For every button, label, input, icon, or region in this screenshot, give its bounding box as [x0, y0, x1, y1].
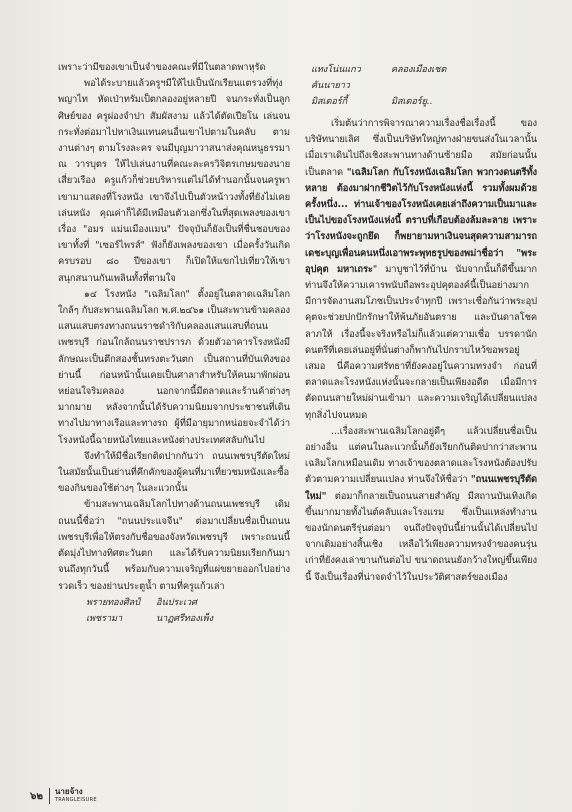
left-paragraph-3: ๑๔ โรงหนัง "เฉลิมโลก" ตั้งอยู่ในตลาดเฉลิมโลกใกล้ๆ กับสะพานเฉลิมโลก พ.ศ.๒๔๖๑ เป็นสะพานข้ามคลองแสนแสบตรงทางถนนราชดำริกับคลองแสนแสบที่ถนนเพชรบุรี ก่อนใกล้ถนนราชปรารภ ด้วยตัวอาคารโรงหนังมีลักษณะเป็นตึกสองชั้นทรงตะวันตก เป็นสถานที่บันเทิงของย่านนี้ ก่อนหน้านั้นเคยเป็นศาลาสำหรับให้คนมาพักผ่อนหย่อนใจริมคลอง นอกจากนี้มีตลาดและร้านค้าต่างๆ มากมาย หลังจากนั้นได้รับความนิยมจากประชาชนที่เดินทางไปมาทางเรือและทางรถ ผู้ที่มีอายุมากหน่อยจะจำได้ว่าโรงหนังนี้ฉายหนังไทยและหนังต่างประเทศสลับกันไป — [58, 288, 290, 446]
magazine-logo: นายจ้าง TRANGLEISURE — [49, 788, 97, 804]
left-paragraph-5: ข้ามสะพานเฉลิมโลกไปทางด้านถนนเพชรบุรี เดิมถนนนี้ชื่อว่า "ถนนประแจจีน" ต่อมาเปลี่ยนชื่อเป็นถนนเพชรบุรีเพื่อให้ตรงกับชื่อของจังหวัดเพชรบุรี เพราะถนนนี้ตัดมุ่งไปทางทิศตะวันตก และได้รับความนิยมเรียกกันมาจนถึงทุกวันนี้ พร้อมกับความเจริญที่แผ่ขยายออกไปอย่างรวดเร็ว ของย่านประตูน้ำ ตามที่ครูแก้วเล่า — [58, 499, 290, 592]
right-quote-bold: "เฉลิมโลก กับโรงหนังเฉลิมโลก พวกวงดนตรีทั้งหลาย ต้องมาฝากชีวิตไว้กับโรงหนังแห่งนี้ รวมทั้งผมด้วย ครั้งหนึ่ง... ท่านเจ้าของโรงหนังเคยเล่าถึงความเป็นมาและเป็นไปของโรงหนังแห่งนี้ ตราบที่เกือบต้องล้มละลาย เพราะว่าโรงหนังจะถูกยึด ก็พยายามหาเงินจนสุดความสามารถ เดชะบุญเพื่อนคนหนึ่งเอาพระพุทธรูปของพม่าชื่อว่า " — [305, 166, 537, 259]
left-paragraph-1: เพราะว่ามีของเขาเป็นจำของคณะที่มีในตลาดพาหุรัด — [58, 62, 266, 73]
right-paragraph-1: เริ่มต้นว่าการพิจารณาความเรื่องชื่อเรื่องนี้ ของบริษัทนายเลิศ ซึ่งเป็นบริษัทใหญ่ทางฝ่ายขนส่งในเวลานั้น เมื่อเราเดินไปถึงเชิงสะพานทางด้านซ้ายมือ สมัยก่อนนั้นเป็นตลาด "เฉลิมโลก กับโรงหนังเฉลิมโลก พวกวงดนตรีทั้งหลาย ต้องมาฝากชีวิตไว้กับโรงหนังแห่งนี้ รวมทั้งผมด้วย ครั้งหนึ่ง... ท่านเจ้าของโรงหนังเคยเล่าถึงความเป็นมาและเป็นไปของโรงหนังแห่งนี้ ตราบที่เกือบต้องล้มละลาย เพราะว่าโรงหนังจะถูกยึด ก็พยายามหาเงินจนสุดความสามารถ เดชะบุญเพื่อนคนหนึ่งเอาพระพุทธรูปของพม่าชื่อว่า "พระอุปคุต มหาเถระ" มาบูชาไว้ที่บ้าน นับจากนั้นก็ดีขึ้นมาก ท่านจึงให้ความเคารพนับถือพระอุปคุตองค์นี้เป็นอย่างมาก มีการจัดงานสมโภชเป็นประจำทุกปี เพราะเชื่อกันว่าพระอุปคุตจะช่วยปกปักรักษาให้พ้นภัยอันตราย และบันดาลโชคลาภให้ เรื่องนี้จะจริงหรือไม่ก็แล้วแต่ความเชื่อ บรรดานักดนตรีที่เคยเล่นอยู่ที่นั่นต่างก็พากันไปกราบไหว้ขอพรอยู่เสมอ นี่คือความศรัทธาที่ยังคงอยู่ในความทรงจำ ก่อนที่ตลาดและโรงหนังแห่งนั้นจะกลายเป็นเพียงอดีต เมื่อมีการตัดถนนสายใหม่ผ่านเข้ามา และความเจริญได้เปลี่ยนแปลงทุกสิ่งไปจนหมด — [305, 118, 537, 421]
right-poem-line-1: แทงโน่นแกว คลองเมืองเชต — [311, 64, 447, 75]
left-paragraph-4: จึงทำให้มีชื่อเรียกติดปากกันว่า ถนนเพชรบุรีตัดใหม่ ในสมัยนั้นเป็นย่านที่คึกคักของผู้คนที่มาเที่ยวชมหนังและซื้อของกินของใช้ต่างๆ ในละแวกนั้น — [58, 450, 290, 495]
right-poem — [305, 62, 537, 110]
left-poem-line-2: เพชรามา นาฏศรีทองเพ็ง — [86, 612, 214, 624]
right-poem-line-3: มิสเตอร์กี้ มิสเตอร์ยู.. — [311, 96, 433, 107]
page-number: ๖๒ — [30, 790, 43, 802]
left-poem — [58, 595, 290, 627]
left-paragraph-2: พอได้ระบายแล้วครูฯมีให้ไปเป็นนักเรียนแตรวงที่ทุ่งพญาไท หัดเป่าทรัมเป็ตกลองอยู่หลายปี จนกระทั่งเป็นลูกศิษย์ของ ครูผ่องจำปา สัมผัสงาม แล้วได้ตัดเปียโน เล่นจนกระทั่งต่อมาไปหาเงินแทนคนอื่นเขาไปตามในคลับ ตามงานต่างๆ ตามโรงละคร จนมีบุญมาวาสนาส่งคุณหนูธรรมา ณ วารบุตร ให้ไปเล่นงานที่คณะละครวิจิตรเกษมของนายเสี่ยวเรือง ครูแก้วก็ช่วยบริหารแต่ไม่ได้ทำนอกนั้นจนครูพาเขามาแสดงที่โรงหนัง เขาจึงไปเป็นตัวหน้าวงทั้งที่ยังไม่เคยเล่นหนัง คุณค่าก็ได้มีเหมือนตัวเอกซึ่งในที่สุดเพลงของเขาเรื่อง "อมร แม่นเมืองแมน" ปัจจุบันก็ยังเป็นที่ชื่นชอบของเขาทั้งที่ "เซอร์ไพรส์" ฟังก็ยังเพลงของเขา เมื่อครั้งวันเกิดครบรอบ ๘๐ ปีของเขา ก็เปิดให้แขกไปเที่ยวให้เขาสนุกสนานกันเพลินทั้งที่ตามใจ — [58, 78, 290, 284]
right-poem-line-2: คันนายาว — [311, 80, 350, 91]
right-column — [305, 60, 537, 586]
left-column — [58, 60, 290, 627]
page-footer — [30, 788, 97, 804]
right-paragraph-2: ...เรื่องสะพานเฉลิมโลกอยู่ดีๆ แล้วเปลี่ยนชื่อเป็นอย่างอื่น แต่คนในละแวกนั้นก็ยังเรียกกันติดปากว่าสะพานเฉลิมโลกเหมือนเดิม ทางเจ้าของตลาดและโรงหนังต้องปรับตัวตามความเปลี่ยนแปลง ท่านจึงให้ชื่อว่า "ถนนเพชรบุรีตัดใหม่" ต่อมาก็กลายเป็นถนนสายสำคัญ มีสถานบันเทิงเกิดขึ้นมากมายทั้งไนต์คลับและโรงแรม ซึ่งเป็นแหล่งทำงานของนักดนตรีรุ่นต่อมา จนถึงปัจจุบันนี้ย่านนั้นได้เปลี่ยนไปจากเดิมอย่างสิ้นเชิง เหลือไว้เพียงความทรงจำของคนรุ่นเก่าที่ยังคงเล่าขานกันต่อไป ขนาดถนนยังกว้างใหญ่ขึ้นเพียงนี้ จึงเป็นเรื่องที่น่าจดจำไว้ในประวัติศาสตร์ของเมือง — [305, 425, 537, 583]
right-road-name: "ถนนเพชรบุรีตัดใหม่" — [305, 474, 537, 502]
left-poem-line-1: พรายทองศิลป์ อินประเวศ — [86, 596, 197, 608]
